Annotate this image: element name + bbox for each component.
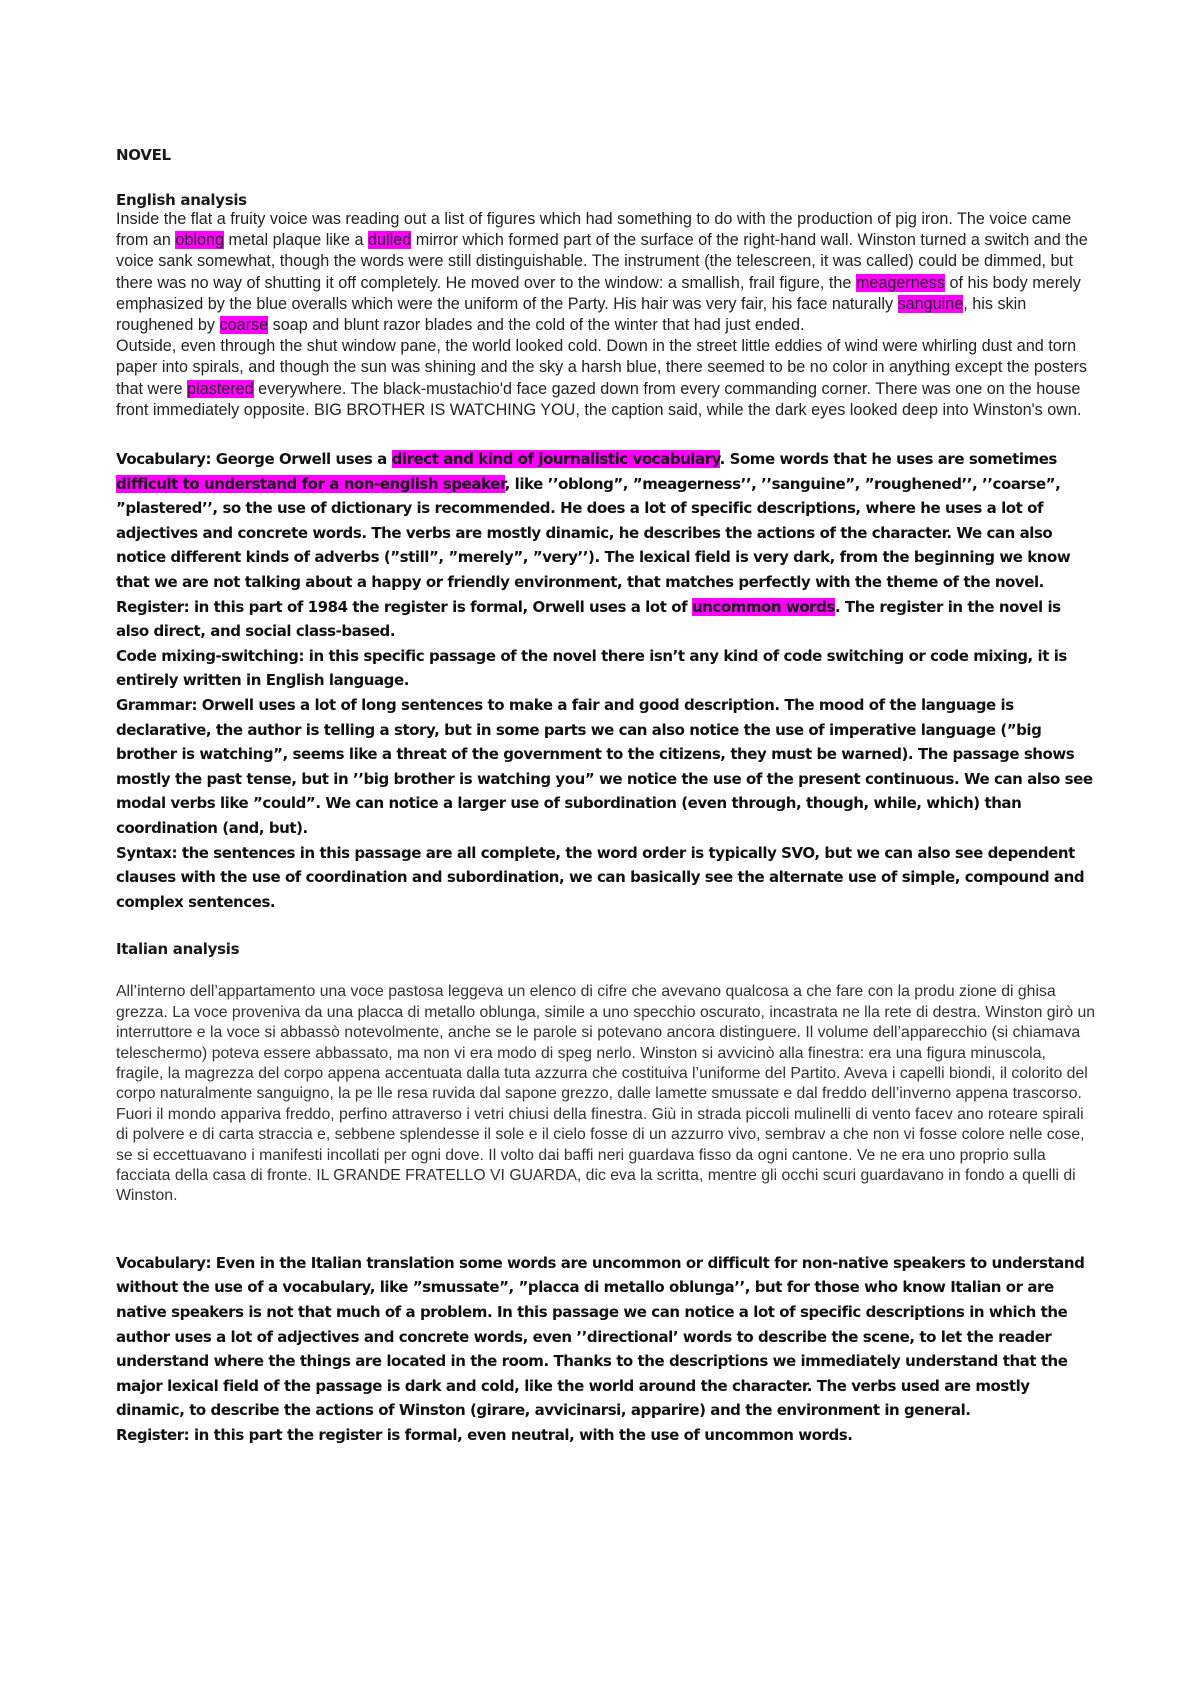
analysis-code-mixing [116,644,1096,693]
english-section [116,191,1096,914]
highlighted-text: oblong [175,231,225,250]
english-heading: English analysis [116,191,247,209]
text-run: Vocabulary: George Orwell uses a [116,450,392,469]
highlighted-text: coarse [219,316,269,335]
text-run: . The register in the novel is also direct, and social class-based. [116,597,1061,641]
text-run: Register: in this part of 1984 the register is formal, Orwell uses a lot of [116,597,692,616]
italian-analysis-register [116,1423,1096,1448]
highlighted-text: uncommon words [691,597,835,616]
text-run: Vocabulary: Even in the Italian translation some words are uncommon or difficult for non-native speakers to understand without the use of a vocabulary, like ”smussate”, ”placca di metallo oblunga’’, but for those who know Italian or are native speakers is not that much of a problem. In this passage we can notice a lot of specific descriptions in which the author uses a lot of adjectives and concrete words, even ’’directional’ words to describe the scene, to let the reader understand where the things are located in the room. Thanks to the descriptions we immediately understand that the major lexical field of the passage is dark and cold, like the world around the character. The verbs used are mostly dinamic, to describe the actions of Winston (girare, avvicinarsi, apparire) and the environment in general. [116,1253,1085,1420]
highlighted-text: plastered [187,379,254,398]
text-run: Register: in this part the register is formal, even neutral, with the use of uncommon words. [116,1425,853,1444]
english-passage [116,209,1096,421]
analysis-grammar [116,693,1096,841]
text-run: . Some words that he uses are sometimes [719,450,1057,469]
text-run: Syntax: the sentences in this passage are all complete, the word order is typically SVO, but we can also see dependent clauses with the use of coordination and subordination, we can basically see the alternate use of simple, compound and complex sentences. [116,843,1085,911]
text-run: mirror which formed part of the surface of the right-hand wall. Winston turned a switch and the voice sank somewhat, though the words were still distinguishable. The instrument (the telescreen, it was called) could be dimmed, but there was no way of shutting it off completely. He moved over to the window: a smallish, frail figure, the [116,231,1088,292]
italian-passage [116,982,1096,1206]
italian-analysis-vocabulary [116,1251,1096,1423]
italian-analysis [116,1251,1096,1448]
analysis-syntax [116,841,1096,915]
italian-passage-paragraph [116,1105,1096,1207]
english-analysis [116,447,1096,914]
text-run: Inside the flat a fruity voice was reading out a list of figures which had something to do with the production of pig iron. The voice came from an [116,210,1072,250]
text-run: , his skin roughened by [116,294,1027,335]
highlighted-text: difficult to understand for a non-english speaker [116,474,505,493]
italian-passage-paragraph [116,982,1096,1104]
italian-heading: Italian analysis [116,940,240,959]
highlighted-text: sanguine [897,294,964,313]
highlighted-text: meagerness [855,273,945,292]
text-run: soap and blunt razor blades and the cold of the winter that had just ended. [268,316,805,335]
text-run: , like ’’oblong”, ”meagerness’’, ’’sanguine”, ”roughened’’, ’’coarse”, ”plastered’’, so the use of dictionary is recommended. He does a lot of specific descriptions, where he uses a lot of adjectives and concrete words. The verbs are mostly dinamic, he describes the actions of the character. We can also notice different kinds of adverbs (”still”, ”merely”, ”very’’). The lexical field is very dark, from the beginning we know that we are not talking about a happy or friendly environment, that matches perfectly with the theme of the novel. [116,474,1071,591]
text-run: metal plaque like a [224,231,368,250]
text-run: Code mixing-switching: in this specific passage of the novel there isn’t any kind of code switching or code mixing, it is entirely written in English language. [116,646,1067,690]
italian-section [116,940,1096,1447]
analysis-register [116,595,1096,644]
english-passage-paragraph [116,209,1096,336]
highlighted-text: dulled [368,231,412,250]
analysis-vocabulary [116,447,1096,595]
text-run: Grammar: Orwell uses a lot of long sentences to make a fair and good description. The mood of the language is declarative, the author is telling a story, but in some parts we can also notice the use of imperative language (”big brother is watching”, seems like a threat of the government to the citizens, they must be warned). The passage shows mostly the past tense, but in ’’big brother is watching you” we notice the use of the present continuous. We can also see modal verbs like ”could”. We can notice a larger use of subordination (even through, though, while, which) than coordination (and, but). [116,695,1093,837]
document-content [116,146,1096,1448]
text-run: Fuori il mondo appariva freddo, perfino attraverso i vetri chiusi della finestra. Giù in strada piccoli mulinelli di vento facev ano roteare spirali di polvere e di carta straccia e, sebbene splendesse il sole e il cielo fosse di un azzurro vivo, sembrav a che non vi fosse colore nelle cose, se si eccettuavano i manifesti incollati per ogni dove. Il volto dai baffi neri guardava fisso da ogni cantone. Ve ne era uno proprio sulla facciata della casa di fronte. IL GRANDE FRATELLO VI GUARDA, dic eva la scritta, mentre gli occhi scuri guardavano in fondo a quelli di Winston. [116,1105,1085,1205]
english-passage-paragraph [116,336,1096,421]
text-run: of his body merely emphasized by the blue overalls which were the uniform of the Party. His hair was very fair, his face naturally [116,273,1081,313]
text-run: Outside, even through the shut window pane, the world looked cold. Down in the street little eddies of wind were whirling dust and torn paper into spirals, and though the sun was shining and the sky a harsh blue, there seemed to be no color in anything except the posters that were [116,337,1087,398]
highlighted-text: direct and kind of journalistic vocabulary [391,450,720,469]
text-run: All’interno dell’appartamento una voce pastosa leggeva un elenco di cifre che avevano qualcosa a che fare con la produ zione di ghisa grezza. La voce proveniva da una placca di metallo oblunga, simile a uno specchio oscurato, incastrata ne lla rete di destra. Winston girò un interruttore e la voce si abbassò notevolmente, anche se le parole si potevano ancora distinguere. Il volume dell’apparecchio (si chiamava teleschermo) poteva essere abbassato, ma non vi era modo di speg nerlo. Winston si avvicinò alla finestra: era una figura minuscola, fragile, la magrezza del corpo appena accentuata dalla tuta azzurra che costituiva l’uniforme del Partito. Aveva i capelli biondi, il colorito del corpo naturalmente sanguigno, la pe lle resa ruvida dal sapone grezzo, dalle lamette smussate e dal freddo dell’inverno appena trascorso. [116,983,1096,1103]
document-title: NOVEL [116,146,171,164]
text-run: everywhere. The black-mustachio'd face gazed down from every commanding corner. There was one on the house front immediately opposite. BIG BROTHER IS WATCHING YOU, the caption said, while the dark eyes looked deep into Winston's own. [116,379,1082,419]
